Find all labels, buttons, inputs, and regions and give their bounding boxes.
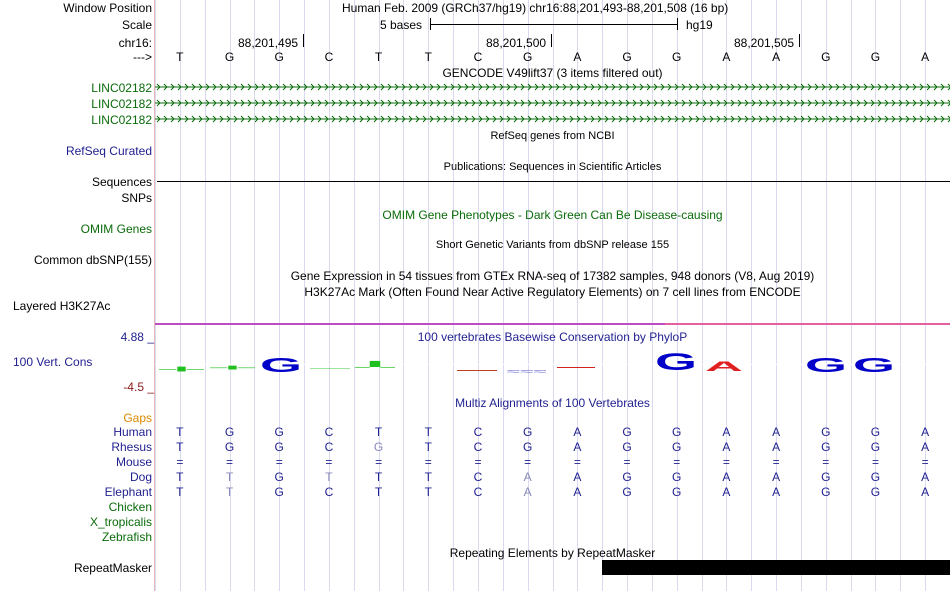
alignment-base: G — [274, 470, 284, 484]
h3k27ac-track-title[interactable]: H3K27Ac Mark (Often Found Near Active Regulatory Elements) on 7 cell lines from ENCODE — [304, 285, 801, 299]
gencode-track-title[interactable]: GENCODE V49lift37 (3 items filtered out) — [442, 66, 663, 80]
alignment-base: = — [573, 455, 581, 469]
alignment-base: G — [224, 425, 235, 439]
alignment-base: C — [473, 440, 483, 454]
alignment-base: T — [424, 485, 432, 499]
alignment-base: A — [921, 470, 930, 484]
alignment-base: = — [325, 455, 333, 469]
reference-base: G — [622, 50, 632, 64]
scale-bar-right-tick — [677, 18, 678, 30]
alignment-base: G — [870, 485, 881, 499]
alignment-base: G — [622, 425, 632, 439]
multiz-track-title[interactable]: Multiz Alignments of 100 Vertebrates — [455, 396, 650, 410]
alignment-base: T — [374, 425, 383, 439]
alignment-base: T — [225, 470, 234, 484]
phylop-glyph-G: G — [805, 355, 847, 377]
alignment-base: G — [274, 440, 284, 454]
reference-base: A — [722, 50, 731, 64]
reference-base: G — [870, 50, 881, 64]
alignment-base: = — [176, 455, 184, 469]
coordinate-tick-3 — [799, 34, 800, 47]
alignment-base: G — [522, 440, 533, 454]
window-position-label: Window Position — [63, 1, 152, 15]
scale-text: 5 bases — [380, 18, 423, 32]
alignment-base: A — [573, 485, 582, 499]
alignment-base: A — [921, 440, 930, 454]
h3k27ac-signal-line-pink — [665, 323, 950, 325]
phylop-max-label: 4.88 _ — [120, 330, 154, 344]
repeatmasker-element[interactable] — [602, 560, 950, 575]
alignment-base: = — [623, 455, 631, 469]
alignment-base: G — [373, 440, 384, 454]
alignment-base: G — [274, 425, 284, 439]
reference-base: A — [573, 50, 582, 64]
alignment-base: G — [672, 440, 682, 454]
species-label[interactable]: Elephant — [104, 485, 152, 499]
alignment-base: G — [622, 485, 632, 499]
alignment-base: A — [772, 470, 781, 484]
phylop-glyph: —■— — [159, 364, 204, 375]
alignment-base: T — [424, 470, 432, 484]
alignment-base: G — [672, 470, 682, 484]
alignment-base: = — [673, 455, 681, 469]
alignment-base: T — [424, 440, 432, 454]
alignment-base: T — [176, 440, 184, 454]
reference-base: G — [821, 50, 831, 64]
scale-bar — [430, 24, 677, 25]
repeatmasker-track-label[interactable]: RepeatMasker — [73, 561, 152, 575]
gtex-track-title[interactable]: Gene Expression in 54 tissues from GTEx RNA-seq of 17382 samples, 948 donors (V8, Aug 2019) — [290, 269, 815, 283]
phylop-glyph-G: G — [260, 355, 302, 377]
alignment-base: A — [722, 485, 731, 499]
alignment-base: G — [622, 470, 632, 484]
coordinate-tick-1 — [303, 34, 304, 47]
alignment-base: T — [176, 470, 184, 484]
species-label[interactable]: Dog — [129, 470, 152, 484]
phylop-glyph: —■— — [210, 363, 255, 372]
alignment-base: = — [375, 455, 383, 469]
h3k27ac-track-label[interactable]: Layered H3K27Ac — [13, 299, 111, 313]
alignment-base: A — [921, 485, 930, 499]
sequences-track-line — [157, 181, 950, 182]
phylop-track-title[interactable]: 100 vertebrates Basewise Conservation by PhyloP — [417, 330, 688, 344]
alignment-base: A — [921, 425, 930, 439]
alignment-base: A — [772, 485, 781, 499]
dbsnp-track-label[interactable]: Common dbSNP(155) — [33, 253, 152, 267]
alignment-base: T — [225, 485, 234, 499]
alignment-base: = — [921, 455, 929, 469]
alignment-base: = — [226, 455, 234, 469]
alignment-base: G — [821, 425, 831, 439]
scale-bar-left-tick — [430, 18, 431, 30]
alignment-base: G — [522, 425, 533, 439]
gencode-item-label[interactable]: LINC02182 — [91, 113, 152, 127]
reference-base: A — [772, 50, 781, 64]
alignment-base: G — [821, 470, 831, 484]
refseq-track-title[interactable]: RefSeq genes from NCBI — [490, 130, 615, 142]
gencode-item-label[interactable]: LINC02182 — [91, 81, 152, 95]
alignment-base: A — [772, 440, 781, 454]
alignment-base: C — [473, 425, 483, 439]
alignment-base: = — [871, 455, 879, 469]
phylop-glyph-G: G — [853, 355, 895, 377]
coordinate-label-1: 88,201,495 — [238, 36, 299, 50]
sequences-track-label[interactable]: Sequences — [91, 175, 152, 189]
alignment-base: T — [424, 425, 432, 439]
species-label[interactable]: X_tropicalis — [89, 515, 152, 529]
phylop-glyph: ≈≈≈ — [507, 367, 549, 376]
alignment-base: G — [870, 470, 881, 484]
alignment-base: T — [374, 485, 383, 499]
phylop-min-label: -4.5 _ — [123, 380, 154, 394]
alignment-base: A — [573, 440, 582, 454]
reference-base: G — [274, 50, 284, 64]
phylop-glyph-G: G — [655, 349, 697, 376]
alignment-base: = — [275, 455, 283, 469]
alignment-base: C — [324, 425, 334, 439]
alignment-base: C — [324, 440, 334, 454]
alignment-base: = — [772, 455, 780, 469]
species-label[interactable]: Mouse — [115, 455, 152, 469]
coordinate-label-2: 88,201,500 — [486, 36, 547, 50]
reference-base: G — [522, 50, 533, 64]
alignment-base: A — [573, 470, 582, 484]
alignment-base: G — [821, 485, 831, 499]
gencode-item-label[interactable]: LINC02182 — [91, 97, 152, 111]
alignment-base: G — [870, 440, 881, 454]
reference-base: G — [224, 50, 235, 64]
scale-assembly: hg19 — [686, 18, 713, 32]
phylop-logo[interactable] — [155, 345, 950, 385]
alignment-base: G — [622, 440, 632, 454]
repeatmasker-track-title[interactable]: Repeating Elements by RepeatMasker — [449, 546, 656, 560]
alignment-base: C — [324, 485, 334, 499]
alignment-base: G — [224, 440, 235, 454]
publications-track-title[interactable]: Publications: Sequences in Scientific Articles — [443, 161, 662, 173]
reference-base: T — [374, 50, 383, 64]
reference-base: G — [672, 50, 682, 64]
alignment-base: = — [822, 455, 830, 469]
alignment-base: = — [722, 455, 730, 469]
alignment-base: T — [176, 485, 184, 499]
alignment-base: G — [274, 485, 284, 499]
alignment-base: T — [325, 470, 333, 484]
reference-base: A — [921, 50, 930, 64]
phylop-glyph: —▀— — [355, 362, 383, 373]
alignment-base: = — [474, 455, 482, 469]
coordinate-tick-2 — [551, 34, 552, 47]
snps-track-label[interactable]: SNPs — [121, 191, 152, 205]
reference-base: T — [176, 50, 184, 64]
species-label[interactable]: Zebrafish — [101, 530, 152, 544]
alignment-base: = — [524, 455, 532, 469]
alignment-base: C — [473, 485, 483, 499]
alignment-base: G — [821, 440, 831, 454]
species-label[interactable]: Human — [113, 425, 152, 439]
alignment-base: A — [573, 425, 582, 439]
omim-track-label[interactable]: OMIM Genes — [80, 222, 152, 236]
scale-label: Scale — [121, 18, 152, 32]
coordinate-label-3: 88,201,505 — [734, 36, 795, 50]
reference-base: C — [473, 50, 483, 64]
alignment-base: = — [424, 455, 432, 469]
refseq-track-label[interactable]: RefSeq Curated — [65, 144, 152, 158]
alignment-base: T — [374, 470, 383, 484]
window-position-value: Human Feb. 2009 (GRCh37/hg19) chr16:88,201,493-88,201,508 (16 bp) — [342, 1, 729, 15]
species-label[interactable]: Rhesus — [111, 440, 152, 454]
alignment-base: T — [176, 425, 184, 439]
strand-label: ---> — [133, 50, 152, 64]
alignment-base: A — [772, 425, 781, 439]
dbsnp-track-title[interactable]: Short Genetic Variants from dbSNP release 155 — [435, 239, 670, 251]
alignment-base: G — [870, 425, 881, 439]
gaps-label: Gaps — [123, 411, 152, 425]
alignment-base: C — [473, 470, 483, 484]
phylop-glyph-A: A — [705, 358, 743, 374]
alignment-base: A — [523, 485, 532, 499]
reference-base: T — [424, 50, 432, 64]
species-label[interactable]: Chicken — [108, 500, 152, 514]
alignment-base: A — [722, 425, 731, 439]
alignment-base: G — [672, 425, 682, 439]
alignment-base: G — [672, 485, 682, 499]
gencode-transcripts[interactable] — [155, 80, 950, 126]
alignment-base: A — [523, 470, 532, 484]
phylop-track-label[interactable]: 100 Vert. Cons — [13, 355, 93, 369]
alignment-base: A — [722, 470, 731, 484]
reference-base: C — [324, 50, 334, 64]
chrom-label: chr16: — [118, 36, 152, 50]
phylop-glyph: ——— — [310, 366, 350, 372]
alignment-base: A — [722, 440, 731, 454]
reference-sequence-row — [155, 50, 950, 64]
omim-track-title[interactable]: OMIM Gene Phenotypes - Dark Green Can Be Disease-causing — [382, 208, 723, 222]
